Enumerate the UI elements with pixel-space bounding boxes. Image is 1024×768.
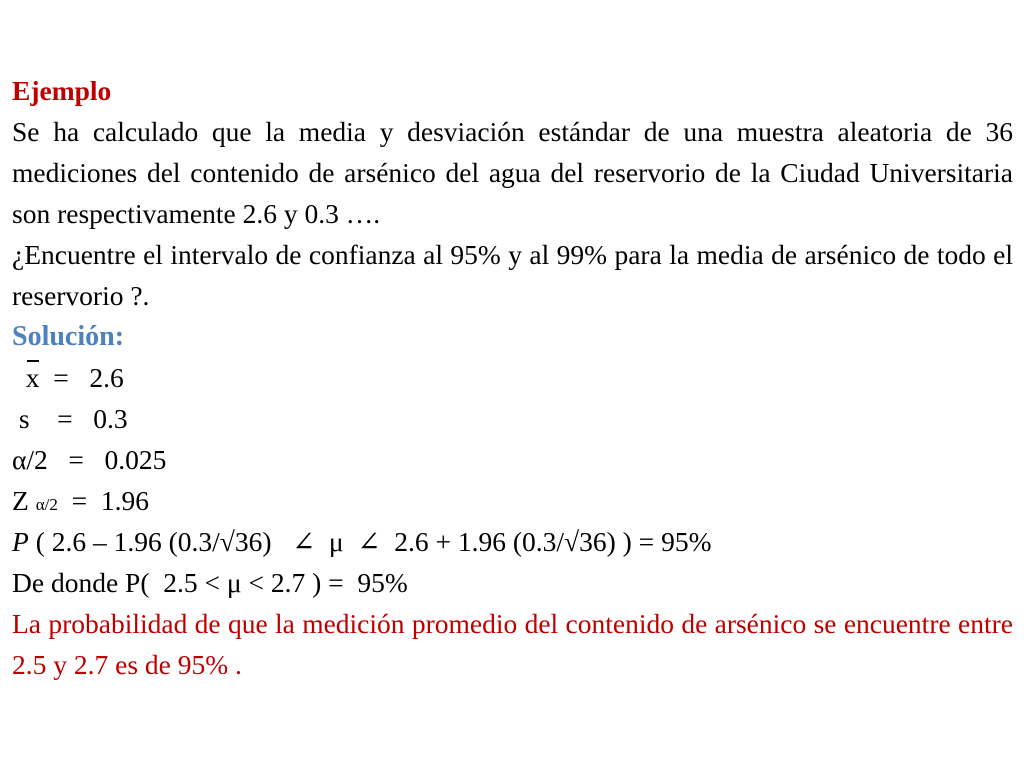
probability-line	[12, 521, 1013, 562]
probability-expression: ( 2.6 – 1.96 (0.3/√36) ∠ μ ∠ 2.6 + 1.96 (0.3/√36) ) = 95%	[28, 526, 712, 557]
probability-p: P	[12, 526, 29, 557]
title: Ejemplo	[12, 75, 112, 106]
slide-content	[12, 70, 1013, 685]
z-line	[12, 480, 1013, 521]
problem-statement: Se ha calculado que la media y desviación estándar de una muestra aleatoria de 36 mediciones del contenido de arsénico del agua del reservorio de la Ciudad Universitaria son respectivamente 2.6 y 0.3 ….	[12, 116, 1013, 229]
z-symbol: Z	[12, 485, 36, 516]
solution-heading: Solución:	[12, 321, 125, 352]
problem-question: ¿Encuentre el intervalo de confianza al 95% y al 99% para la media de arsénico de todo el reservorio ?.	[12, 239, 1013, 311]
s-line: s = 0.3	[12, 403, 128, 434]
alpha-line: α/2 = 0.025	[12, 444, 167, 475]
de-donde-line: De donde P( 2.5 < μ < 2.7 ) = 95%	[12, 567, 408, 598]
xbar-line	[12, 357, 1013, 398]
xbar-value: = 2.6	[39, 362, 124, 393]
z-value: = 1.96	[57, 485, 149, 516]
z-subscript: α/2	[35, 495, 58, 514]
conclusion: La probabilidad de que la medición promedio del contenido de arsénico se encuentre entre 2.5 y 2.7 es de 95% .	[12, 608, 1013, 680]
xbar-symbol: x	[26, 357, 40, 398]
